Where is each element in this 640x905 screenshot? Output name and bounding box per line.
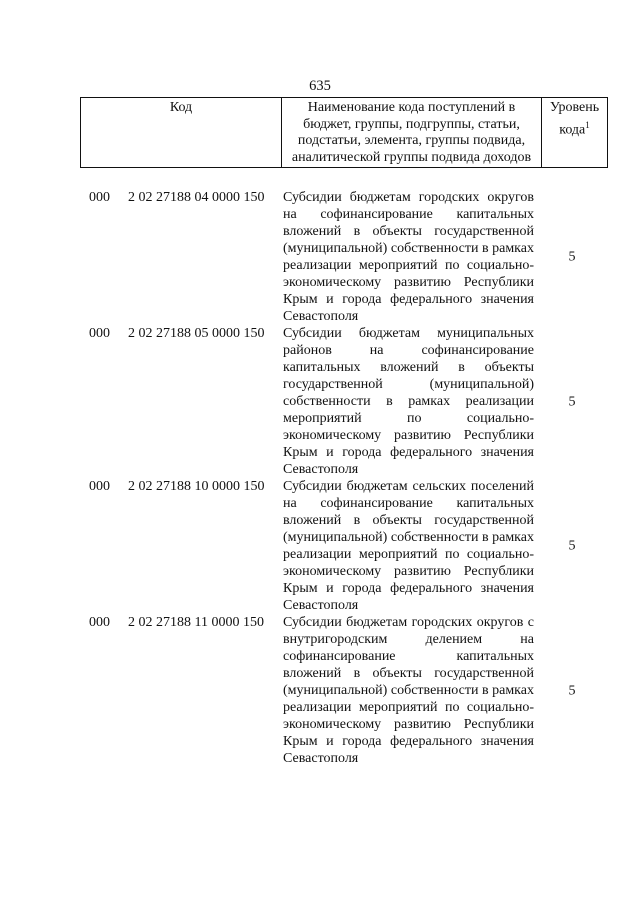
row-prefix: 000 (89, 615, 110, 630)
page-number: 635 (309, 78, 331, 94)
row-name: Субсидии бюджетам городских округов на софинансирование капитальных вложений в объекты государственной (муниципальной) собственности в рамках реализации мероприятий по социально-экономическому развитию Республики Крым и города федерального значения Севастополя (283, 190, 534, 324)
header-table (80, 97, 608, 168)
row-code: 2 02 27188 05 0000 150 (128, 326, 265, 341)
row-level: 5 (568, 538, 576, 554)
row-level: 5 (568, 249, 576, 265)
header-level-label: Уровень кода (549, 100, 600, 138)
row-name: Субсидии бюджетам городских округов с внутригородским делением на софинансирование капитальных вложений в объекты государственной (муниципальной) собственности в рамках реализации мероприятий по социально-экономическому развитию Республики Крым и города федерального значения Севастополя (283, 615, 534, 766)
row-level: 5 (568, 394, 576, 409)
table-row (0, 614, 640, 767)
code-list (0, 189, 640, 767)
row-prefix: 000 (89, 190, 110, 205)
row-prefix: 000 (89, 479, 110, 494)
row-name: Субсидии бюджетам сельских поселений на софинансирование капитальных вложений в объекты государственной (муниципальной) собственности в рамках реализации мероприятий по социально-экономическому развитию Республики Крым и города федерального значения Севастополя (283, 479, 534, 613)
header-level-footnote: 1 (585, 119, 590, 130)
row-code: 2 02 27188 04 0000 150 (128, 190, 265, 205)
header-row (81, 98, 608, 168)
table-row (0, 478, 640, 614)
header-level (542, 98, 608, 168)
row-code: 2 02 27188 10 0000 150 (128, 479, 265, 494)
row-code: 2 02 27188 11 0000 150 (128, 615, 264, 630)
row-name: Субсидии бюджетам муниципальных районов на софинансирование капитальных вложений в объекты государственной (муниципальной) собственности в рамках реализации мероприятий по социально-экономическому развитию Республики Крым и города федерального значения Севастополя (283, 326, 534, 477)
row-prefix: 000 (89, 326, 110, 341)
row-level: 5 (568, 683, 576, 698)
table-row (0, 325, 640, 478)
header-name: Наименование кода поступлений в бюджет, группы, подгруппы, статьи, подстатьи, элемента, группы подвида, аналитической группы подвида доходов (282, 98, 542, 168)
header-code: Код (81, 98, 282, 168)
table-row (0, 189, 640, 325)
